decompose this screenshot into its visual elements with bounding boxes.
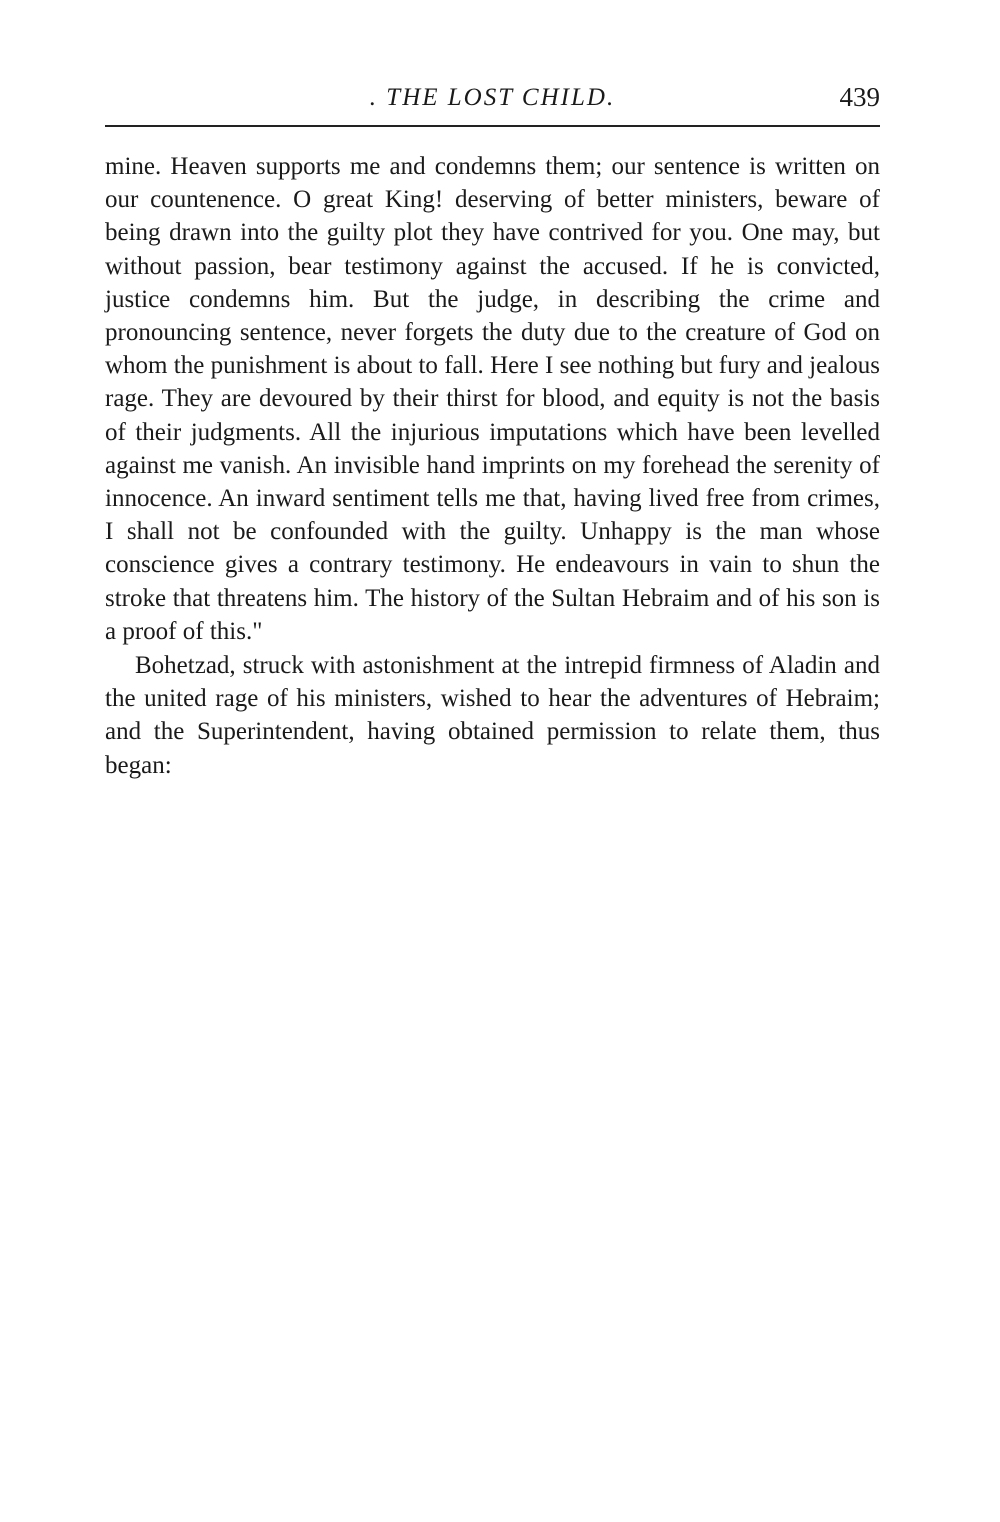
paragraph-continued: mine. Heaven supports me and condemns them; our sentence is written on our countenence. O great King! deserving of better ministers, beware of being drawn into the guilty plot they have contrived for you. One may, but without passion, bear testimony against the accused. If he is convicted, justice condemns him. But the judge, in describing the crime and pronouncing sentence, never forgets the duty due to the creature of God on whom the punishment is about to fall. Here I see nothing but fury and jealous rage. They are devoured by their thirst for blood, and equity is not the basis of their judgments. All the injurious imputations which have been levelled against me vanish. An invisible hand imprints on my forehead the serenity of innocence. An inward sentiment tells me that, having lived free from crimes, I shall not be confounded with the guilty. Unhappy is the man whose conscience gives a contrary testimony. He endeavours in vain to shun the stroke that threatens him. The history of the Sultan Hebraim and of his son is a proof of this." (105, 153, 880, 645)
running-title: . THE LOST CHILD. (369, 84, 616, 111)
body-text (105, 150, 880, 782)
page-number: 439 (839, 82, 880, 112)
header-rule (105, 125, 880, 127)
paragraph-bohetzad: Bohetzad, struck with astonishment at the intrepid firmness of Aladin and the united rage of his ministers, wished to hear the adventures of Hebraim; and the Superintendent, having obtained permission to relate them, thus began: (105, 652, 880, 779)
running-head (105, 80, 880, 120)
